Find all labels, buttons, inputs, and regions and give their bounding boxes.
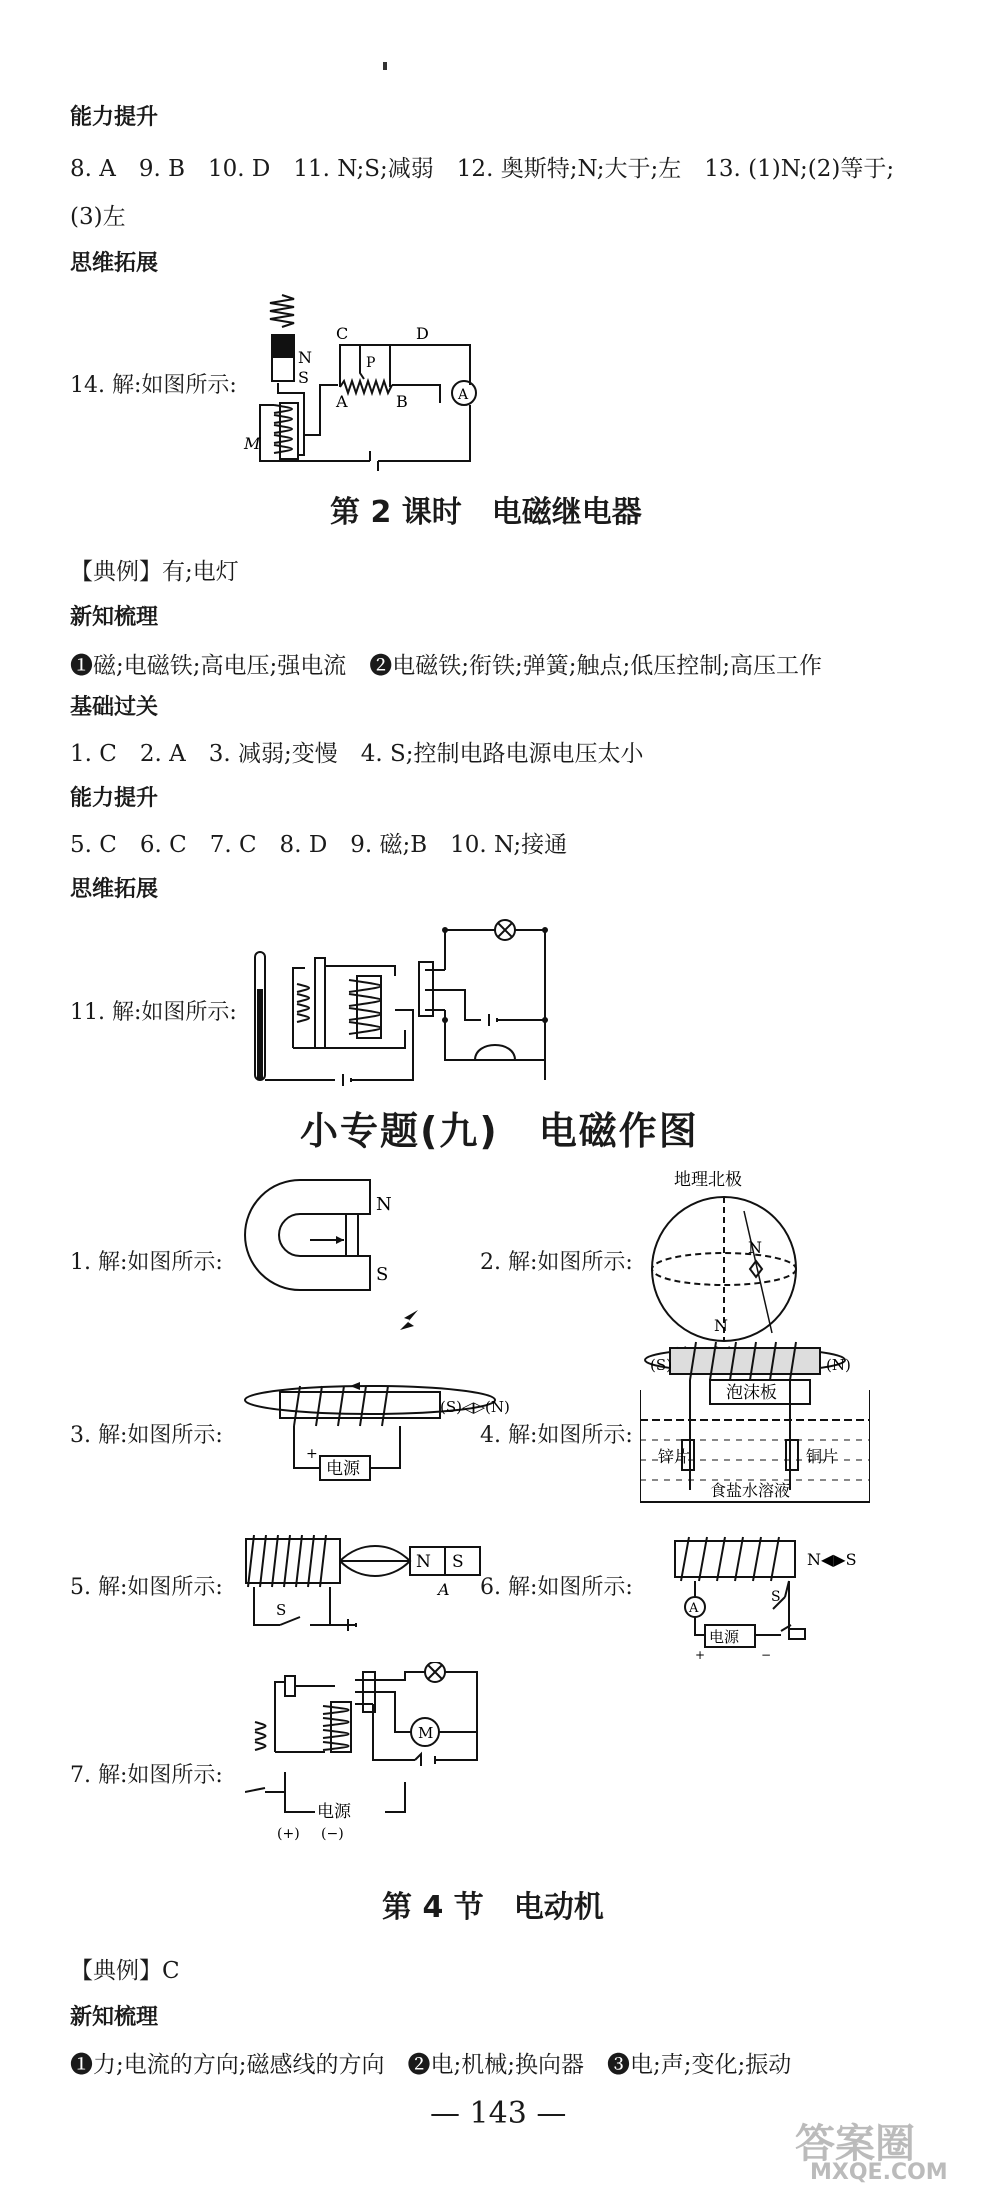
q6-meter-label: A <box>689 1601 699 1616</box>
q3-figure <box>240 1372 510 1482</box>
q6-power-label: 电源 <box>709 1628 740 1646</box>
q14-p-label: P <box>366 355 376 371</box>
q3-poles-label: (S)◁▷(N) <box>440 1398 510 1416</box>
lesson2-title: 第 2 课时 电磁继电器 <box>330 495 642 530</box>
q4-zinc-label: 锌片 <box>658 1447 691 1466</box>
q14-a-label: A <box>336 392 348 411</box>
q14-figure <box>240 285 480 475</box>
q14-meter-label: A <box>458 387 469 403</box>
q5-a-label: A <box>438 1580 450 1599</box>
q2-label: 2. 解:如图所示: <box>480 1250 633 1275</box>
q14-label: 14. 解:如图所示: <box>70 373 237 398</box>
q6-compass-label: N◀▶S <box>807 1550 857 1569</box>
lesson2-example: 【典例】有;电灯 <box>70 559 239 585</box>
q14-s-label: S <box>298 368 309 387</box>
q4-foam-label: 泡沫板 <box>726 1383 777 1403</box>
q4-s-label: (S) <box>650 1356 672 1374</box>
section4-example: 【典例】C <box>70 1958 180 1984</box>
q5-figure <box>240 1535 500 1645</box>
q1-s-label: S <box>376 1264 389 1285</box>
q14-n-label: N <box>298 348 312 367</box>
watermark-url: MXQE.COM <box>810 2160 948 2185</box>
q6-switch-label: S <box>771 1589 781 1605</box>
q6-plus-label: + <box>695 1648 706 1662</box>
q4-copper-label: 铜片 <box>806 1447 839 1466</box>
lesson2-basic-line: 1. C 2. A 3. 减弱;变慢 4. S;控制电路电源电压太小 <box>70 741 644 767</box>
lesson2-heading-thinking: 思维拓展 <box>70 877 159 902</box>
q2-n-top-label: N <box>748 1238 762 1257</box>
page-number: — 143 — <box>430 2096 567 2131</box>
heading-ability-1: 能力提升 <box>70 105 159 130</box>
ability-answers-line2: (3)左 <box>70 204 126 230</box>
q3-plus-label: + <box>306 1446 318 1462</box>
ability-answers-line1: 8. A 9. B 10. D 11. N;S;减弱 12. 奥斯特;N;大于;左 13. (1)N;(2)等于; <box>70 156 895 182</box>
q7-figure <box>245 1662 525 1842</box>
heading-thinking-1: 思维拓展 <box>70 251 159 276</box>
q7-power-label: 电源 <box>317 1802 351 1822</box>
q6-label: 6. 解:如图所示: <box>480 1575 633 1600</box>
q11-label: 11. 解:如图所示: <box>70 1000 237 1025</box>
q7-minus-label: (−) <box>321 1826 344 1842</box>
q1-figure <box>240 1170 460 1350</box>
q1-n-label: N <box>376 1194 392 1215</box>
ink-dot <box>383 62 387 70</box>
q5-s-label: S <box>452 1552 464 1572</box>
q1-compass-icon <box>400 1310 418 1330</box>
lesson2-heading-new: 新知梳理 <box>70 605 159 630</box>
q5-n-label: N <box>416 1552 431 1572</box>
lesson2-ability-line: 5. C 6. C 7. C 8. D 9. 磁;B 10. N;接通 <box>70 832 568 858</box>
q7-plus-label: (+) <box>277 1826 300 1842</box>
q5-label: 5. 解:如图所示: <box>70 1575 223 1600</box>
q4-solution-label: 食盐水溶液 <box>710 1481 791 1500</box>
q1-label: 1. 解:如图所示: <box>70 1250 223 1275</box>
q4-figure <box>640 1340 870 1510</box>
q5-switch-label: S <box>276 1601 287 1619</box>
section4-title: 第 4 节 电动机 <box>382 1890 604 1925</box>
lesson2-heading-ability: 能力提升 <box>70 786 159 811</box>
q14-c-label: C <box>336 324 349 343</box>
q4-label: 4. 解:如图所示: <box>480 1423 633 1448</box>
q4-n-label: (N) <box>826 1356 851 1374</box>
q2-figure <box>640 1165 830 1365</box>
q7-label: 7. 解:如图所示: <box>70 1763 223 1788</box>
q14-d-label: D <box>416 324 429 343</box>
q11-figure <box>245 910 575 1090</box>
watermark-logo: 答案圈 <box>795 2121 915 2167</box>
q14-b-label: B <box>396 392 408 411</box>
q2-north-label: 地理北极 <box>674 1170 742 1190</box>
q14-m-label: M <box>244 434 261 453</box>
section4-heading-new: 新知梳理 <box>70 2005 159 2030</box>
lesson2-new-line: ❶磁;电磁铁;高电压;强电流 ❷电磁铁;衔铁;弹簧;触点;低压控制;高压工作 <box>70 653 822 679</box>
q3-label: 3. 解:如图所示: <box>70 1423 223 1448</box>
q6-figure <box>665 1535 895 1665</box>
q2-n-bottom-label: N <box>714 1316 728 1335</box>
q6-minus-label: − <box>761 1648 772 1662</box>
q7-motor-label: M <box>418 1724 434 1742</box>
section4-new-line: ❶力;电流的方向;磁感线的方向 ❷电;机械;换向器 ❸电;声;变化;振动 <box>70 2052 792 2078</box>
lesson2-heading-basic: 基础过关 <box>70 695 159 720</box>
topic9-title: 小专题(九) 电磁作图 <box>300 1109 699 1153</box>
q3-power-label: 电源 <box>326 1459 360 1479</box>
